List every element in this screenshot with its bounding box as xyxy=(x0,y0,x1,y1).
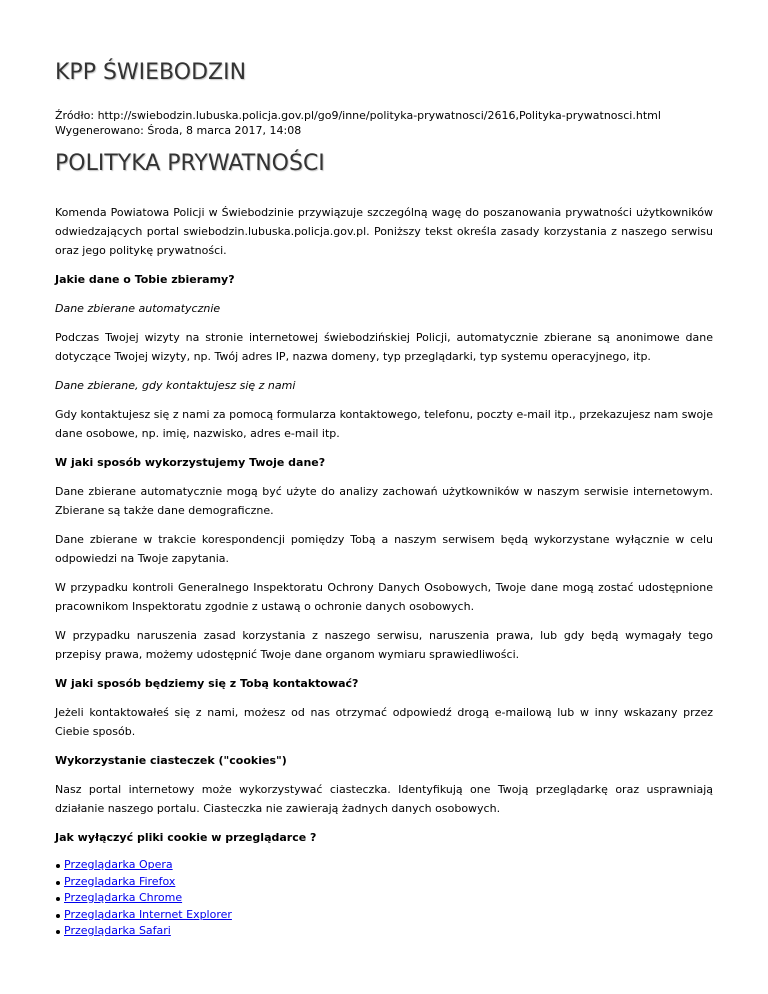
paragraph-usage-2: Dane zbierane w trakcie korespondencji pomiędzy Tobą a naszym serwisem będą wykorzystane wyłącznie w celu odpowiedzi na Twoje zapytania. xyxy=(55,533,713,565)
browser-links-list xyxy=(55,857,713,940)
site-title: KPP ŚWIEBODZIN xyxy=(55,60,247,85)
paragraph-usage-3: W przypadku kontroli Generalnego Inspektoratu Ochrony Danych Osobowych, Twoje dane mogą zostać udostępnione pracownikom Inspektoratu zgodnie z ustawą o ochronie danych osobowych. xyxy=(55,581,713,613)
document-meta xyxy=(55,108,713,138)
paragraph-usage-1: Dane zbierane automatycznie mogą być użyte do analizy zachowań użytkowników w naszym serwisie internetowym. Zbierane są także dane demograficzne. xyxy=(55,485,713,517)
list-item xyxy=(64,890,713,907)
paragraph-contact-data: Gdy kontaktujesz się z nami za pomocą formularza kontaktowego, telefonu, poczty e-mail itp., przekazujesz nam swoje dane osobowe, np. imię, nazwisko, adres e-mail itp. xyxy=(55,408,713,440)
paragraph-auto-data: Podczas Twojej wizyty na stronie internetowej świebodzińskiej Policji, automatycznie zbierane są anonimowe dane dotyczące Twojej wizyty, np. Twój adres IP, nazwa domeny, typ przeglądarki, typ systemu operacyjnego, itp. xyxy=(55,331,713,363)
subheading-contact-data: Dane zbierane, gdy kontaktujesz się z nami xyxy=(55,379,296,392)
section-heading-contact: W jaki sposób będziemy się z Tobą kontaktować? xyxy=(55,677,359,690)
page-title: POLITYKA PRYWATNOŚCI xyxy=(55,151,325,176)
paragraph-usage-4: W przypadku naruszenia zasad korzystania z naszego serwisu, naruszenia prawa, lub gdy będą wymagały tego przepisy prawa, możemy udostępnić Twoje dane organom wymiaru sprawiedliwości. xyxy=(55,629,713,661)
subheading-auto-data: Dane zbierane automatycznie xyxy=(55,302,221,315)
link-chrome[interactable]: Przeglądarka Chrome xyxy=(64,891,183,904)
generated-line: Wygenerowano: Środa, 8 marca 2017, 14:08 xyxy=(55,124,302,137)
document-content xyxy=(55,203,713,940)
link-opera[interactable]: Przeglądarka Opera xyxy=(64,858,173,871)
paragraph-cookies: Nasz portal internetowy może wykorzystywać ciasteczka. Identyfikują one Twoją przeglądarkę oraz usprawniają działanie naszego portalu. Ciasteczka nie zawierają żadnych danych osobowych. xyxy=(55,783,713,815)
section-heading-disable-cookies: Jak wyłączyć pliki cookie w przeglądarce ? xyxy=(55,831,317,844)
intro-paragraph: Komenda Powiatowa Policji w Świebodzinie przywiązuje szczególną wagę do poszanowania prywatności użytkowników odwiedzających portal swiebodzin.lubuska.policja.gov.pl. Poniższy tekst określa zasady korzystania z naszego serwisu oraz jego politykę prywatności. xyxy=(55,206,713,257)
paragraph-contact: Jeżeli kontaktowałeś się z nami, możesz od nas otrzymać odpowiedź drogą e-mailową lub w inny wskazany przez Ciebie sposób. xyxy=(55,706,713,738)
link-firefox[interactable]: Przeglądarka Firefox xyxy=(64,874,176,888)
list-item xyxy=(64,874,713,891)
section-heading-data-collected: Jakie dane o Tobie zbieramy? xyxy=(55,273,235,286)
list-item xyxy=(64,857,713,874)
link-internet-explorer[interactable]: Przeglądarka Internet Explorer xyxy=(64,907,232,921)
list-item xyxy=(64,907,713,924)
list-item xyxy=(64,923,713,940)
section-heading-cookies: Wykorzystanie ciasteczek ("cookies") xyxy=(55,754,287,767)
section-heading-data-usage: W jaki sposób wykorzystujemy Twoje dane? xyxy=(55,456,326,469)
link-safari[interactable]: Przeglądarka Safari xyxy=(64,924,171,937)
source-line: Źródło: http://swiebodzin.lubuska.policja.gov.pl/go9/inne/polityka-prywatnosci/2616,Polityka-prywatnosci.html xyxy=(55,109,661,122)
